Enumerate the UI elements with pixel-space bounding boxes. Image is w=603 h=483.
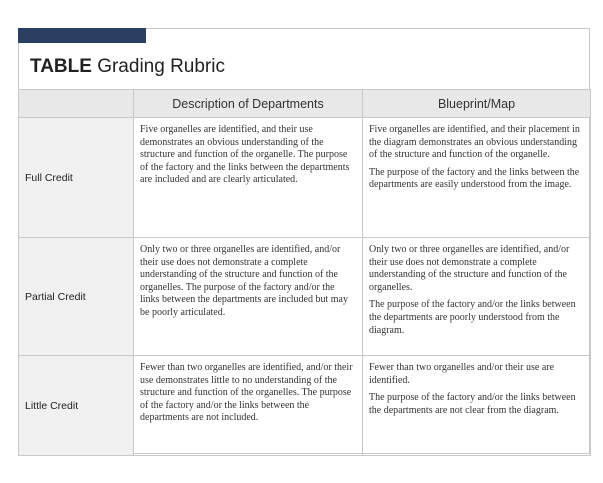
table-row xyxy=(19,118,591,238)
title-text: Grading Rubric xyxy=(97,56,225,77)
description-text: Only two or three organelles are identified, and/or their use does not demonstrate a complete understanding of the structure and function of the organelles. The purpose of the factory and/or the links between the departments are included but may be poorly articulated. xyxy=(140,244,348,318)
blueprint-text: The purpose of the factory and the links between the departments are easily understood from the image. xyxy=(369,166,580,191)
blueprint-text: Five organelles are identified, and their placement in the diagram demonstrates an obvious understanding of the structure and function of the organelle. xyxy=(369,124,580,161)
header-blueprint: Blueprint/Map xyxy=(363,90,591,118)
header-cell-empty xyxy=(19,90,134,118)
blueprint-cell xyxy=(363,356,591,456)
description-cell xyxy=(134,238,363,356)
blueprint-cell xyxy=(363,238,591,356)
blueprint-cell xyxy=(363,118,591,238)
description-text: Five organelles are identified, and their use demonstrates an obvious understanding of the structure and function of the organelle. The purpose of the factory and the links between the departments are included and are clearly articulated. xyxy=(140,124,350,186)
header-description: Description of Departments xyxy=(134,90,363,118)
row-label: Full Credit xyxy=(19,118,134,238)
blueprint-text: Only two or three organelles are identified, and/or their use does not demonstrate a complete understanding of the structure and function of the organelles. xyxy=(369,244,570,293)
blueprint-text: The purpose of the factory and/or the links between the departments are not clear from the diagram. xyxy=(369,392,576,416)
table-row xyxy=(19,356,591,456)
accent-bar xyxy=(18,28,146,43)
table-title xyxy=(30,56,225,78)
title-prefix: TABLE xyxy=(30,56,92,77)
description-text: Fewer than two organelles are identified, and/or their use demonstrates little to no understanding of the structure and function of the organelles. The purpose of the factory and/or the links between the departments are not included. xyxy=(140,362,353,424)
table-row xyxy=(19,238,591,356)
rubric-table xyxy=(18,89,591,456)
header-row xyxy=(19,90,591,118)
row-label: Partial Credit xyxy=(19,238,134,356)
description-cell xyxy=(134,356,363,456)
description-cell xyxy=(134,118,363,238)
blueprint-text: The purpose of the factory and/or the links between the departments are poorly understood from the diagram. xyxy=(369,299,576,336)
blueprint-text: Fewer than two organelles and/or their use are identified. xyxy=(369,362,555,386)
row-label: Little Credit xyxy=(19,356,134,456)
